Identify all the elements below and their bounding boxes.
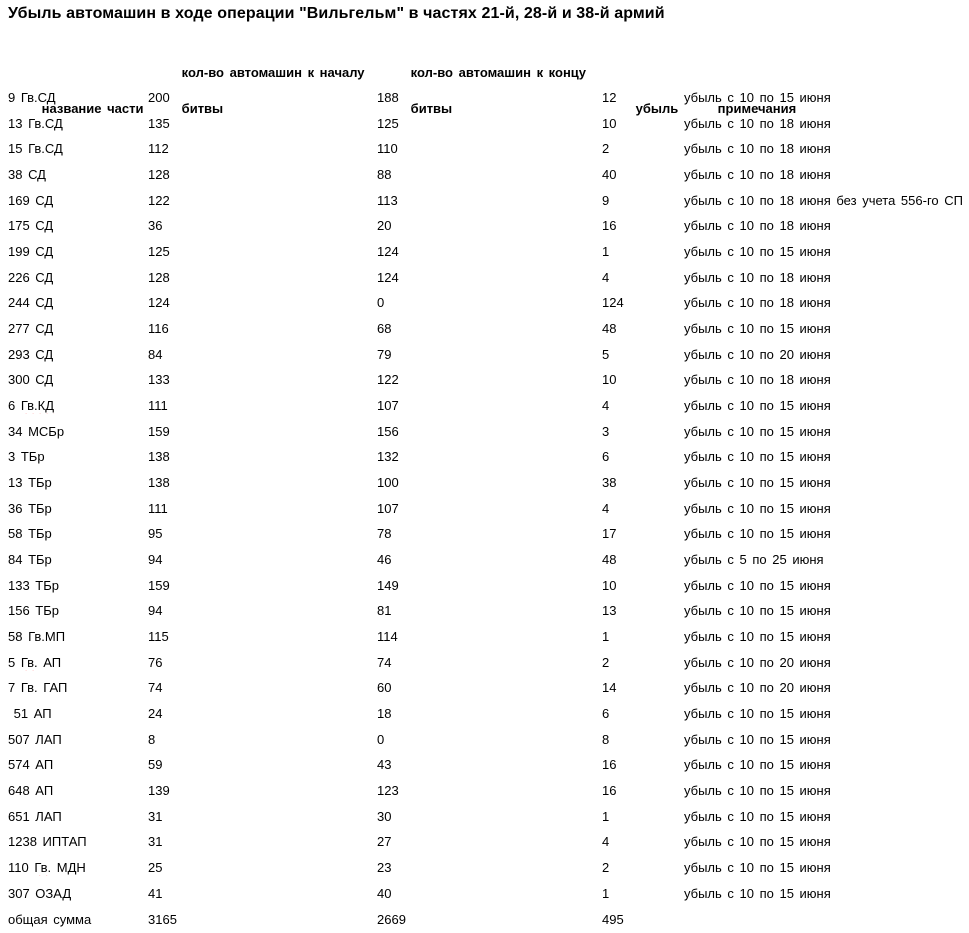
- note-cell: убыль с 10 по 15 июня: [684, 321, 831, 337]
- note-cell: убыль с 10 по 18 июня без учета 556-го СП: [684, 192, 963, 208]
- column-header-notes-label: примечания: [717, 101, 797, 116]
- note-cell: убыль с 10 по 18 июня: [684, 218, 831, 234]
- note-cell: убыль с 10 по 15 июня: [684, 783, 831, 799]
- start-count-cell: 76: [148, 654, 163, 670]
- loss-cell: 1: [602, 808, 610, 824]
- start-count-cell: 41: [148, 885, 163, 901]
- end-count-cell: 23: [377, 860, 392, 876]
- end-count-cell: 88: [377, 167, 392, 183]
- unit-name-cell: 574 АП: [8, 757, 54, 773]
- note-cell: убыль с 10 по 15 июня: [684, 577, 831, 593]
- table-row: [8, 141, 969, 167]
- table-row: [8, 578, 969, 604]
- loss-cell: 17: [602, 526, 617, 542]
- start-count-cell: 133: [148, 372, 170, 388]
- start-count-cell: 84: [148, 346, 163, 362]
- table-row: [8, 655, 969, 681]
- note-cell: убыль с 10 по 18 июня: [684, 295, 831, 311]
- note-cell: убыль с 10 по 15 июня: [684, 603, 831, 619]
- end-count-cell: 156: [377, 423, 399, 439]
- note-cell: убыль с 10 по 15 июня: [684, 757, 831, 773]
- unit-name-cell: 307 ОЗАД: [8, 885, 72, 901]
- table-row: [8, 809, 969, 835]
- column-header-end-count-line1: кол-во автомашин к концу: [410, 65, 587, 80]
- end-count-cell: 114: [377, 629, 398, 645]
- loss-cell: 10: [602, 115, 617, 131]
- loss-cell: 9: [602, 192, 610, 208]
- start-count-cell: 124: [148, 295, 170, 311]
- unit-name-cell: 226 СД: [8, 269, 54, 285]
- start-count-cell: 94: [148, 552, 163, 568]
- loss-cell: 16: [602, 218, 617, 234]
- unit-name-cell: 156 ТБр: [8, 603, 60, 619]
- loss-cell: 4: [602, 500, 610, 516]
- unit-name-cell: 110 Гв. МДН: [8, 860, 86, 876]
- unit-name-cell: 169 СД: [8, 192, 54, 208]
- end-count-cell: 122: [377, 372, 399, 388]
- unit-name-cell: 6 Гв.КД: [8, 398, 55, 414]
- end-count-cell: 27: [377, 834, 392, 850]
- table-row: [8, 167, 969, 193]
- end-count-cell: 113: [377, 192, 398, 208]
- table-body: [8, 90, 969, 933]
- end-count-cell: 68: [377, 321, 392, 337]
- end-count-cell: 81: [377, 603, 392, 619]
- misspelled-word: Гв.КД: [20, 398, 55, 414]
- start-count-cell: 95: [148, 526, 163, 542]
- start-count-cell: 94: [148, 603, 163, 619]
- table-row: [8, 449, 969, 475]
- note-cell: убыль с 10 по 15 июня: [684, 500, 831, 516]
- loss-cell: 6: [602, 449, 610, 465]
- table-row: [8, 680, 969, 706]
- end-count-cell: 124: [377, 269, 399, 285]
- table-row: [8, 398, 969, 424]
- table-row: [8, 90, 969, 116]
- end-count-cell: 100: [377, 475, 399, 491]
- loss-cell: 3: [602, 423, 610, 439]
- table-row: [8, 860, 969, 886]
- loss-cell: 1: [602, 629, 610, 645]
- loss-cell: 10: [602, 372, 617, 388]
- table-row: [8, 295, 969, 321]
- start-count-cell: 3165: [148, 911, 177, 927]
- unit-name-cell: 293 СД: [8, 346, 54, 362]
- table-row: [8, 347, 969, 373]
- misspelled-word: Гв.: [20, 680, 38, 696]
- end-count-cell: 20: [377, 218, 392, 234]
- end-count-cell: 132: [377, 449, 399, 465]
- loss-cell: 48: [602, 321, 617, 337]
- end-count-cell: 79: [377, 346, 392, 362]
- end-count-cell: 46: [377, 552, 392, 568]
- start-count-cell: 115: [148, 629, 169, 645]
- start-count-cell: 74: [148, 680, 163, 696]
- end-count-cell: 123: [377, 783, 399, 799]
- table-row: [8, 116, 969, 142]
- unit-name-cell: 133 ТБр: [8, 577, 60, 593]
- table-row: [8, 886, 969, 912]
- start-count-cell: 200: [148, 90, 170, 105]
- end-count-cell: 125: [377, 115, 399, 131]
- unit-name-cell: 507 ЛАП: [8, 731, 62, 747]
- start-count-cell: 31: [148, 834, 163, 850]
- loss-cell: 14: [602, 680, 617, 696]
- note-cell: убыль с 10 по 18 июня: [684, 115, 831, 131]
- unit-name-cell: 648 АП: [8, 783, 54, 799]
- start-count-cell: 25: [148, 860, 163, 876]
- unit-name-cell: 277 СД: [8, 321, 54, 337]
- note-cell: убыль с 10 по 15 июня: [684, 475, 831, 491]
- start-count-cell: 125: [148, 244, 170, 260]
- unit-name-cell: 36 ТБр: [8, 500, 52, 516]
- end-count-cell: 18: [377, 706, 392, 722]
- column-header-start-count-line2: битвы: [181, 101, 224, 116]
- misspelled-word: Гв.: [34, 860, 52, 876]
- unit-name-cell: 9 Гв.СД: [8, 90, 56, 105]
- loss-cell: 38: [602, 475, 617, 491]
- start-count-cell: 8: [148, 731, 156, 747]
- end-count-cell: 2669: [377, 911, 406, 927]
- loss-cell: 6: [602, 706, 610, 722]
- note-cell: убыль с 10 по 15 июня: [684, 834, 831, 850]
- end-count-cell: 60: [377, 680, 392, 696]
- unit-name-cell: 38 СД: [8, 167, 46, 183]
- end-count-cell: 107: [377, 398, 399, 414]
- note-cell: убыль с 10 по 15 июня: [684, 860, 831, 876]
- table-row: [8, 501, 969, 527]
- table-row: [8, 706, 969, 732]
- start-count-cell: 138: [148, 449, 170, 465]
- note-cell: убыль с 10 по 15 июня: [684, 706, 831, 722]
- table-row: [8, 732, 969, 758]
- note-cell: убыль с 10 по 15 июня: [684, 90, 831, 105]
- start-count-cell: 116: [148, 321, 169, 337]
- note-cell: убыль с 10 по 20 июня: [684, 680, 831, 696]
- note-cell: убыль с 10 по 15 июня: [684, 449, 831, 465]
- note-cell: убыль с 10 по 15 июня: [684, 629, 831, 645]
- table-row: [8, 834, 969, 860]
- column-header-loss-label: убыль: [635, 101, 679, 116]
- loss-cell: 2: [602, 860, 610, 876]
- loss-cell: 16: [602, 757, 617, 773]
- unit-name-cell: 58 Гв.МП: [8, 629, 66, 645]
- start-count-cell: 24: [148, 706, 163, 722]
- unit-name-cell: 13 Гв.СД: [8, 115, 63, 131]
- start-count-cell: 112: [148, 141, 169, 157]
- note-cell: убыль с 10 по 18 июня: [684, 372, 831, 388]
- loss-cell: 5: [602, 346, 610, 362]
- note-cell: убыль с 10 по 15 июня: [684, 808, 831, 824]
- note-cell: убыль с 10 по 15 июня: [684, 398, 831, 414]
- unit-name-cell: 15 Гв.СД: [8, 141, 63, 157]
- unit-name-cell: общая сумма: [8, 911, 92, 927]
- unit-name-cell: 58 ТБр: [8, 526, 52, 542]
- total-row: [8, 912, 969, 933]
- table-row: [8, 757, 969, 783]
- unit-name-cell: 51 АП: [8, 706, 52, 722]
- start-count-cell: 59: [148, 757, 163, 773]
- start-count-cell: 31: [148, 808, 163, 824]
- note-cell: убыль с 10 по 15 июня: [684, 244, 831, 260]
- table-row: [8, 244, 969, 270]
- table-row: [8, 783, 969, 809]
- start-count-cell: 138: [148, 475, 170, 491]
- end-count-cell: 0: [377, 731, 385, 747]
- unit-name-cell: 199 СД: [8, 244, 54, 260]
- start-count-cell: 36: [148, 218, 163, 234]
- loss-cell: 1: [602, 244, 610, 260]
- loss-cell: 124: [602, 295, 624, 311]
- loss-cell: 2: [602, 141, 610, 157]
- start-count-cell: 159: [148, 577, 170, 593]
- table-row: [8, 218, 969, 244]
- loss-cell: 16: [602, 783, 617, 799]
- column-header-unit-name-label: название части: [41, 101, 144, 116]
- end-count-cell: 188: [377, 90, 399, 105]
- table-row: [8, 270, 969, 296]
- note-cell: убыль с 10 по 15 июня: [684, 526, 831, 542]
- end-count-cell: 124: [377, 244, 399, 260]
- table-row: [8, 526, 969, 552]
- start-count-cell: 111: [148, 398, 168, 414]
- loss-cell: 4: [602, 834, 610, 850]
- misspelled-word: Гв.: [20, 654, 38, 670]
- end-count-cell: 149: [377, 577, 399, 593]
- unit-name-cell: 651 ЛАП: [8, 808, 62, 824]
- loss-cell: 4: [602, 269, 610, 285]
- column-header-end-count-line2: битвы: [410, 101, 453, 116]
- note-cell: убыль с 10 по 18 июня: [684, 141, 831, 157]
- note-cell: убыль с 10 по 20 июня: [684, 654, 831, 670]
- table-row: [8, 193, 969, 219]
- loss-cell: 8: [602, 731, 610, 747]
- unit-name-cell: 84 ТБр: [8, 552, 52, 568]
- table-row: [8, 603, 969, 629]
- note-cell: убыль с 10 по 18 июня: [684, 269, 831, 285]
- table-row: [8, 321, 969, 347]
- start-count-cell: 111: [148, 500, 168, 516]
- end-count-cell: 30: [377, 808, 392, 824]
- note-cell: убыль с 10 по 18 июня: [684, 167, 831, 183]
- end-count-cell: 107: [377, 500, 399, 516]
- unit-name-cell: 300 СД: [8, 372, 54, 388]
- loss-cell: 48: [602, 552, 617, 568]
- end-count-cell: 0: [377, 295, 385, 311]
- start-count-cell: 122: [148, 192, 170, 208]
- loss-cell: 495: [602, 911, 624, 927]
- note-cell: убыль с 10 по 15 июня: [684, 731, 831, 747]
- table-row: [8, 475, 969, 501]
- start-count-cell: 128: [148, 269, 170, 285]
- loss-cell: 1: [602, 885, 610, 901]
- note-cell: убыль с 10 по 20 июня: [684, 346, 831, 362]
- unit-name-cell: 244 СД: [8, 295, 54, 311]
- unit-name-cell: 1238 ИПТАП: [8, 834, 87, 850]
- loss-cell: 2: [602, 654, 610, 670]
- loss-cell: 13: [602, 603, 617, 619]
- table-row: [8, 424, 969, 450]
- unit-name-cell: 7 Гв. ГАП: [8, 680, 68, 696]
- note-cell: убыль с 10 по 15 июня: [684, 423, 831, 439]
- end-count-cell: 78: [377, 526, 392, 542]
- start-count-cell: 135: [148, 115, 170, 131]
- note-cell: убыль с 10 по 15 июня: [684, 885, 831, 901]
- unit-name-cell: 5 Гв. АП: [8, 654, 62, 670]
- end-count-cell: 40: [377, 885, 392, 901]
- start-count-cell: 128: [148, 167, 170, 183]
- loss-cell: 4: [602, 398, 610, 414]
- loss-cell: 12: [602, 90, 617, 105]
- unit-name-cell: 34 МСБр: [8, 423, 65, 439]
- loss-cell: 10: [602, 577, 617, 593]
- start-count-cell: 139: [148, 783, 170, 799]
- unit-name-cell: 3 ТБр: [8, 449, 45, 465]
- loss-cell: 40: [602, 167, 617, 183]
- unit-name-cell: 13 ТБр: [8, 475, 52, 491]
- start-count-cell: 159: [148, 423, 170, 439]
- document-title: Убыль автомашин в ходе операции "Вильгельм" в частях 21-й, 28-й и 38-й армий: [8, 5, 665, 22]
- end-count-cell: 74: [377, 654, 392, 670]
- end-count-cell: 110: [377, 141, 398, 157]
- note-cell: убыль с 5 по 25 июня: [684, 552, 824, 568]
- table-row: [8, 552, 969, 578]
- column-header-start-count-line1: кол-во автомашин к началу: [181, 65, 365, 80]
- unit-name-cell: 175 СД: [8, 218, 54, 234]
- end-count-cell: 43: [377, 757, 392, 773]
- table-row: [8, 372, 969, 398]
- table-row: [8, 629, 969, 655]
